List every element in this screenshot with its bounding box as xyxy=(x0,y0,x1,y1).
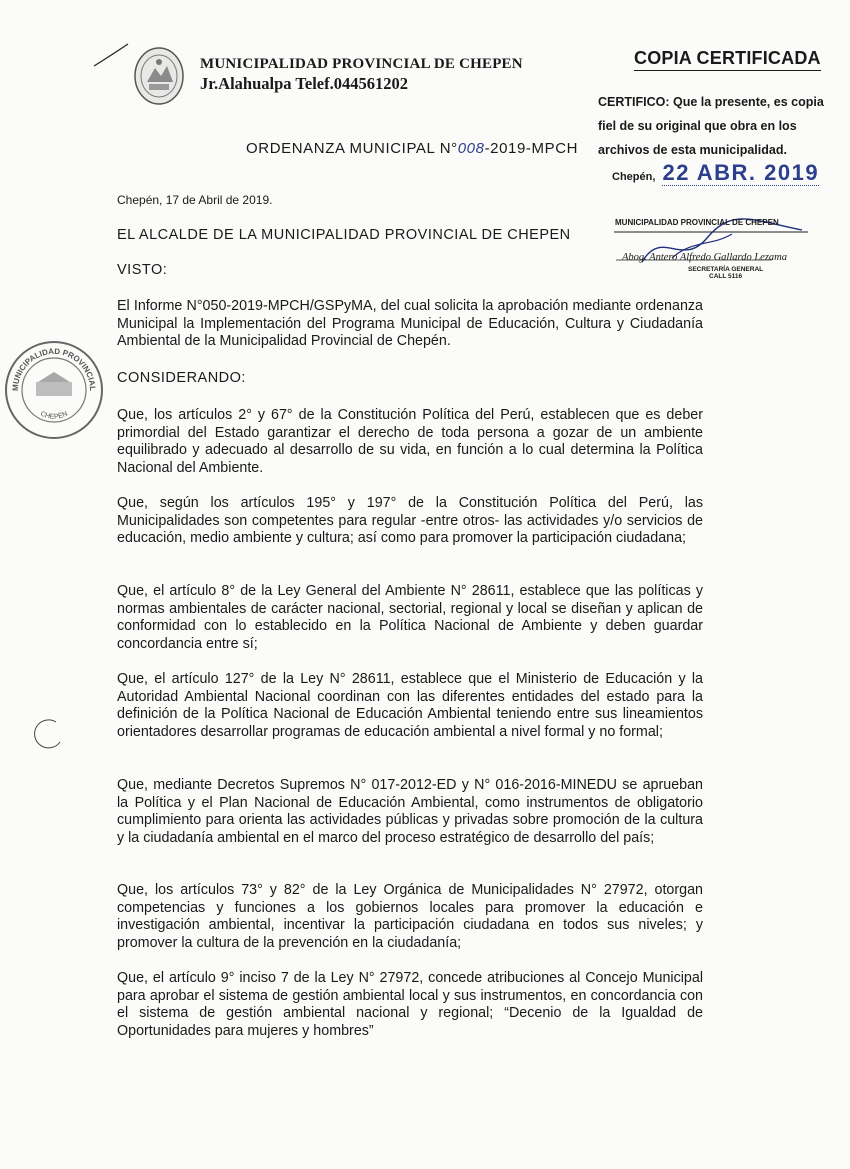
considerando-paragraph: Que, el artículo 9° inciso 7 de la Ley N° 27972, concede atribuciones al Concejo Municipal para aprobar el sistema de gestión ambiental local y sus instrumentos, en concordancia con el sistema de gestión ambiental nacional y regional; “Decenio de la Igualdad de Oportunidades para mujeres y hombres” xyxy=(117,970,703,1039)
seal-ring-text: MUNICIPALIDAD PROVINCIAL xyxy=(10,346,98,392)
municipal-crest-seal-icon xyxy=(133,46,185,106)
considerando-paragraph: Que, según los artículos 195° y 197° de la Constitución Política del Perú, las Municipalidades son competentes para regular -entre otros- las actividades y/o servicios de educación, medio ambiente y cultura; así como para promover la participación ciudadana; xyxy=(117,495,703,546)
municipality-address-phone: Jr.Alahualpa Telef.044561202 xyxy=(200,74,408,93)
considerando-heading: CONSIDERANDO: xyxy=(117,370,246,386)
considerando-paragraph: Que, los artículos 2° y 67° de la Constitución Política del Perú, establecen que es deber primordial del Estado garantizar el derecho de toda persona a gozar de un ambiente equilibrado y adecuado al desarrollo de su vida, en función a lo cual determina la Política Nacional del Ambiente. xyxy=(117,407,703,476)
certification-label: CERTIFICO: xyxy=(598,95,670,109)
certification-text: Que la presente, es copia fiel de su original que obra en los archivos de esta municipalidad. xyxy=(598,95,824,157)
considerando-paragraph: Que, los artículos 73° y 82° de la Ley Orgánica de Municipalidades N° 27972, otorgan competencias y funciones a los gobiernos locales para promover la educación e investigación ambiental, incentivar la participación ciudadana en todos sus niveles; y promover la cultura de la prevención en la ciudadanía; xyxy=(117,882,703,951)
alcalde-heading: EL ALCALDE DE LA MUNICIPALIDAD PROVINCIAL DE CHEPEN xyxy=(117,227,571,243)
certified-copy-title: COPIA CERTIFICADA xyxy=(634,48,821,71)
ordinance-number: 008 xyxy=(457,140,485,157)
considerando-paragraph: Que, el artículo 127° de la Ley N° 28611, establece que el Ministerio de Educación y la Autoridad Ambiental Nacional coordinan con las diferentes entidades del estado para la definición de la Política Nacional de Educación Ambiental teniendo entre sus lineamientos orientadores desarrollar programas de educación ambiental a nivel formal y no formal; xyxy=(117,671,703,740)
signature-role: SECRETARÍA GENERAL xyxy=(688,266,764,273)
seal-bottom-text: CHEPÉN xyxy=(39,410,69,421)
signature-name: Abog. Antero Alfredo Gallardo Lezama xyxy=(622,252,787,263)
hole-punch-mark xyxy=(32,718,64,750)
certification-date-prefix: Chepén, xyxy=(612,171,656,183)
visto-paragraph: El Informe N°050-2019-MPCH/GSPyMA, del cual solicita la aprobación mediante ordenanza Municipal la Implementación del Programa Municipal de Educación, Cultura y Ciudadanía Ambiental de la Municipalidad Provincial de Chepén. xyxy=(117,298,703,349)
visto-heading: VISTO: xyxy=(117,262,168,278)
signature-role-block xyxy=(688,266,763,280)
considerando-paragraph: Que, mediante Decretos Supremos N° 017-2012-ED y N° 016-2016-MINEDU se aprueban la Política y el Plan Nacional de Educación Ambiental, como instrumentos de obligatorio cumplimiento para orienta las actividades públicas y privadas sobre promoción de la cultura y la ciudadanía ambiental en el marco del proceso estratégico de desarrollo del país; xyxy=(117,777,703,846)
ordinance-title xyxy=(246,140,578,157)
municipality-name: MUNICIPALIDAD PROVINCIAL DE CHEPEN xyxy=(200,56,523,72)
certification-date-line xyxy=(612,160,819,186)
certification-stamp-date: 22 ABR. 2019 xyxy=(662,160,820,185)
signature-registry: CALL 5116 xyxy=(709,273,743,280)
pen-stroke-mark xyxy=(92,42,130,68)
certification-text-block xyxy=(598,90,828,162)
place-date: Chepén, 17 de Abril de 2019. xyxy=(117,193,273,207)
signature-institution: MUNICIPALIDAD PROVINCIAL DE CHEPEN xyxy=(615,218,779,227)
signature-stamp xyxy=(612,218,822,288)
ordinance-prefix: ORDENANZA MUNICIPAL N° xyxy=(246,140,458,157)
considerando-paragraph: Que, el artículo 8° de la Ley General del Ambiente N° 28611, establece que las políticas y normas ambientales de carácter nacional, sectorial, regional y local se diseñan y aplican de conformidad con lo establecido en la Política Nacional de Ambiente y deben guardar concordancia entre sí; xyxy=(117,583,703,652)
ordinance-suffix: -2019-MPCH xyxy=(484,140,579,157)
municipal-round-seal-icon xyxy=(2,338,106,442)
